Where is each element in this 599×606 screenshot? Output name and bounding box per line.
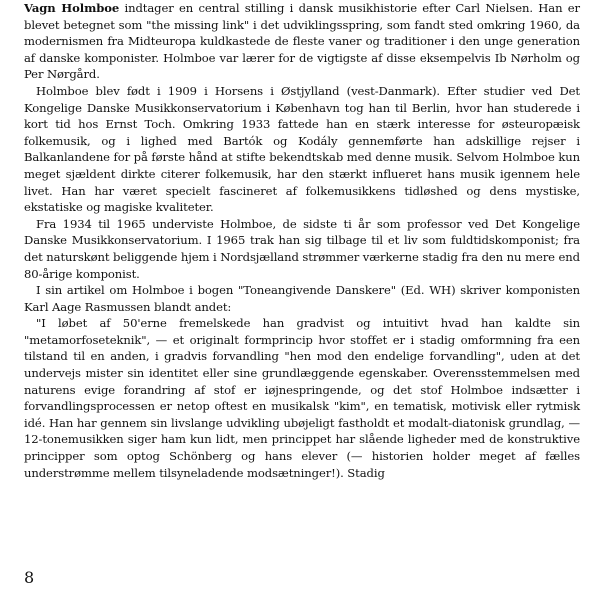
body-text [24, 0, 580, 481]
lead-name: Vagn Holmboe [24, 1, 120, 15]
paragraph-intro [24, 0, 580, 83]
paragraph-article-intro: I sin artikel om Holmboe i bogen "Toneangivende Danskere" (Ed. WH) skriver komponisten Karl Aage Rasmussen blandt andet: [24, 283, 580, 314]
paragraph-intro-text: indtager en central stilling i dansk musikhistorie efter Carl Nielsen. Han er blevet betegnet som "the missing link" i det udviklingsspring, som fandt sted omkring 1960, da modernismen fra Midteuropa kuldkastede de fleste vaner og traditioner i den unge generation af danske komponister. Holmboe var lærer for de vigtigste af disse eksempelvis Ib Nørholm og Per Nørgård. [24, 1, 581, 82]
paragraph-teaching: Fra 1934 til 1965 underviste Holmboe, de sidste ti år som professor ved Det Kongelige Danske Musikkonservatorium. I 1965 trak han sig tilbage til et liv som fuldtidskomponist; fra det naturskønt beliggende hjem i Nordsjælland strømmer værkerne stadig fra den nu mere end 80-årige komponist. [24, 216, 580, 281]
paragraph-biography: Holmboe blev født i 1909 i Horsens i Østjylland (vest-Danmark). Efter studier ved Det Kongelige Danske Musikkonservatorium i København tog han til Berlin, hvor han studerede i kort tid hos Ernst Toch. Omkring 1933 fattede han en stærk interesse for østeuropæisk folkemusik, og i lighed med Bartók og Kodály gennemførte han adskillige rejser i Balkanlandene for på første hånd at stifte bekendtskab med denne musik. Selvom Holmboe kun meget sjældent dirkte citerer folkemusik, har den stærkt influeret hans musik igennem hele livet. Han har været specielt fascineret af folkemusikkens tidløshed og dens mystiske, ekstatiske og magiske kvaliteter. [24, 83, 580, 215]
paragraph-quote: "I løbet af 50'erne fremelskede han gradvist og intuitivt hvad han kaldte sin "metamorfoseteknik", — et originalt formprincip hvor stoffet er i stadig omformning fra een tilstand til en anden, i gradvis forvandling "hen mod den endelige forvandling", uden at det undervejs mister sin identitet eller sine grundlæggende egenskaber. Overensstemmelsen med naturens evige forandring af stof er iøjnespringende, og det stof Holmboe indsætter i forvandlingsprocessen er netop oftest en musikalsk "kim", en tematisk, motivisk eller rytmisk idé. Han har gennem sin livslange udvikling ubøjeligt fastholdt et modalt-diatonisk grundlag, — 12-tonemusikken siger ham kun lidt, men princippet har slående ligheder med de konstruktive principper som optog Schönberg og hans elever (— historien holder meget af fælles understrømme mellem tilsyneladende modsætninger!). Stadig [24, 316, 580, 480]
page-number: 8 [24, 568, 35, 587]
